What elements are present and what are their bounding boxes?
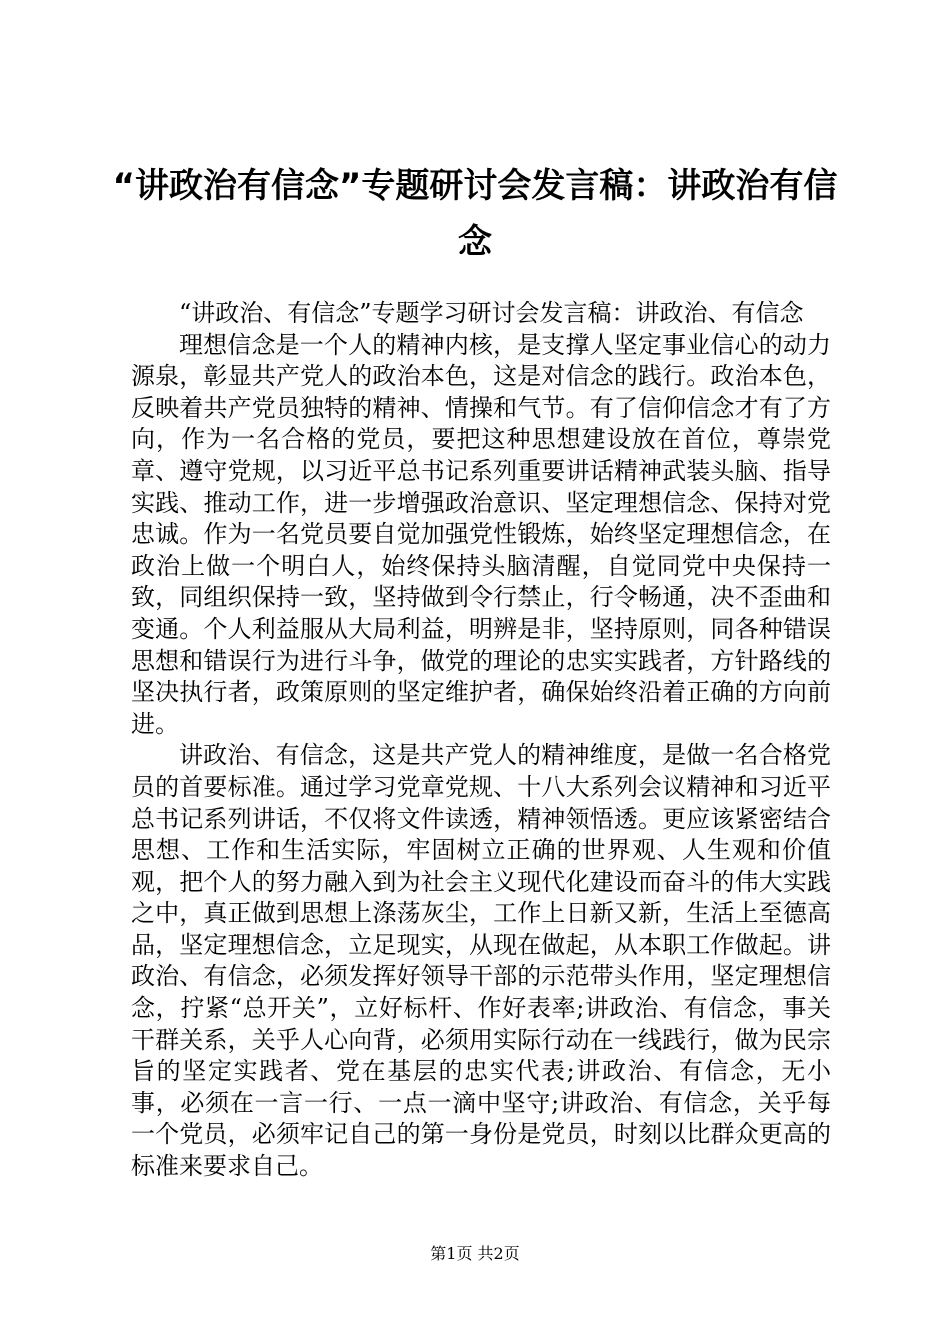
page-number-footer: 第1页 共2页	[430, 1244, 520, 1263]
paragraph-1: 理想信念是一个人的精神内核，是支撑人坚定事业信心的动力源泉，彰显共产党人的政治本色，这是对信念的践行。政治本色，反映着共产党员独特的精神、情操和气节。有了信仰信念才有了方向，作为一名合格的党员，要把这种思想建设放在首位，尊崇党章、遵守党规，以习近平总书记系列重要讲话精神武装头脑、指导实践、推动工作，进一步增强政治意识、坚定理想信念、保持对党忠诚。作为一名党员要自觉加强党性锻炼，始终坚定理想信念，在政治上做一个明白人，始终保持头脑清醒，自觉同党中央保持一致，同组织保持一致，坚持做到令行禁止，行令畅通，决不歪曲和变通。个人利益服从大局利益，明辨是非，坚持原则，同各种错误思想和错误行为进行斗争，做党的理论的忠实实践者，方针路线的坚决执行者，政策原则的坚定维护者，确保始终沿着正确的方向前进。	[131, 330, 831, 738]
paragraph-subtitle: “讲政治、有信念”专题学习研讨会发言稿：讲政治、有信念	[179, 299, 804, 327]
paragraph-2: 讲政治、有信念，这是共产党人的精神维度，是做一名合格党员的首要标准。通过学习党章党规、十八大系列会议精神和习近平总书记系列讲话，不仅将文件读透，精神领悟透。更应该紧密结合思想、工作和生活实际，牢固树立正确的世界观、人生观和价值观，把个人的努力融入到为社会主义现代化建设而奋斗的伟大实践之中，真正做到思想上涤荡灰尘，工作上日新又新，生活上至德高品，坚定理想信念，立足现实，从现在做起，从本职工作做起。讲政治、有信念，必须发挥好领导干部的示范带头作用，坚定理想信念，拧紧“总开关”，立好标杆、作好表率;讲政治、有信念，事关干群关系，关乎人心向背，必须用实际行动在一线践行，做为民宗旨的坚定实践者、党在基层的忠实代表;讲政治、有信念，无小事，必须在一言一行、一点一滴中坚守;讲政治、有信念，关乎每一个党员，必须牢记自己的第一身份是党员，时刻以比群众更高的标准来要求自己。	[131, 741, 831, 1181]
document-title: “讲政治有信念”专题研讨会发言稿：讲政治有信念	[112, 166, 838, 262]
document-body	[131, 298, 831, 1183]
